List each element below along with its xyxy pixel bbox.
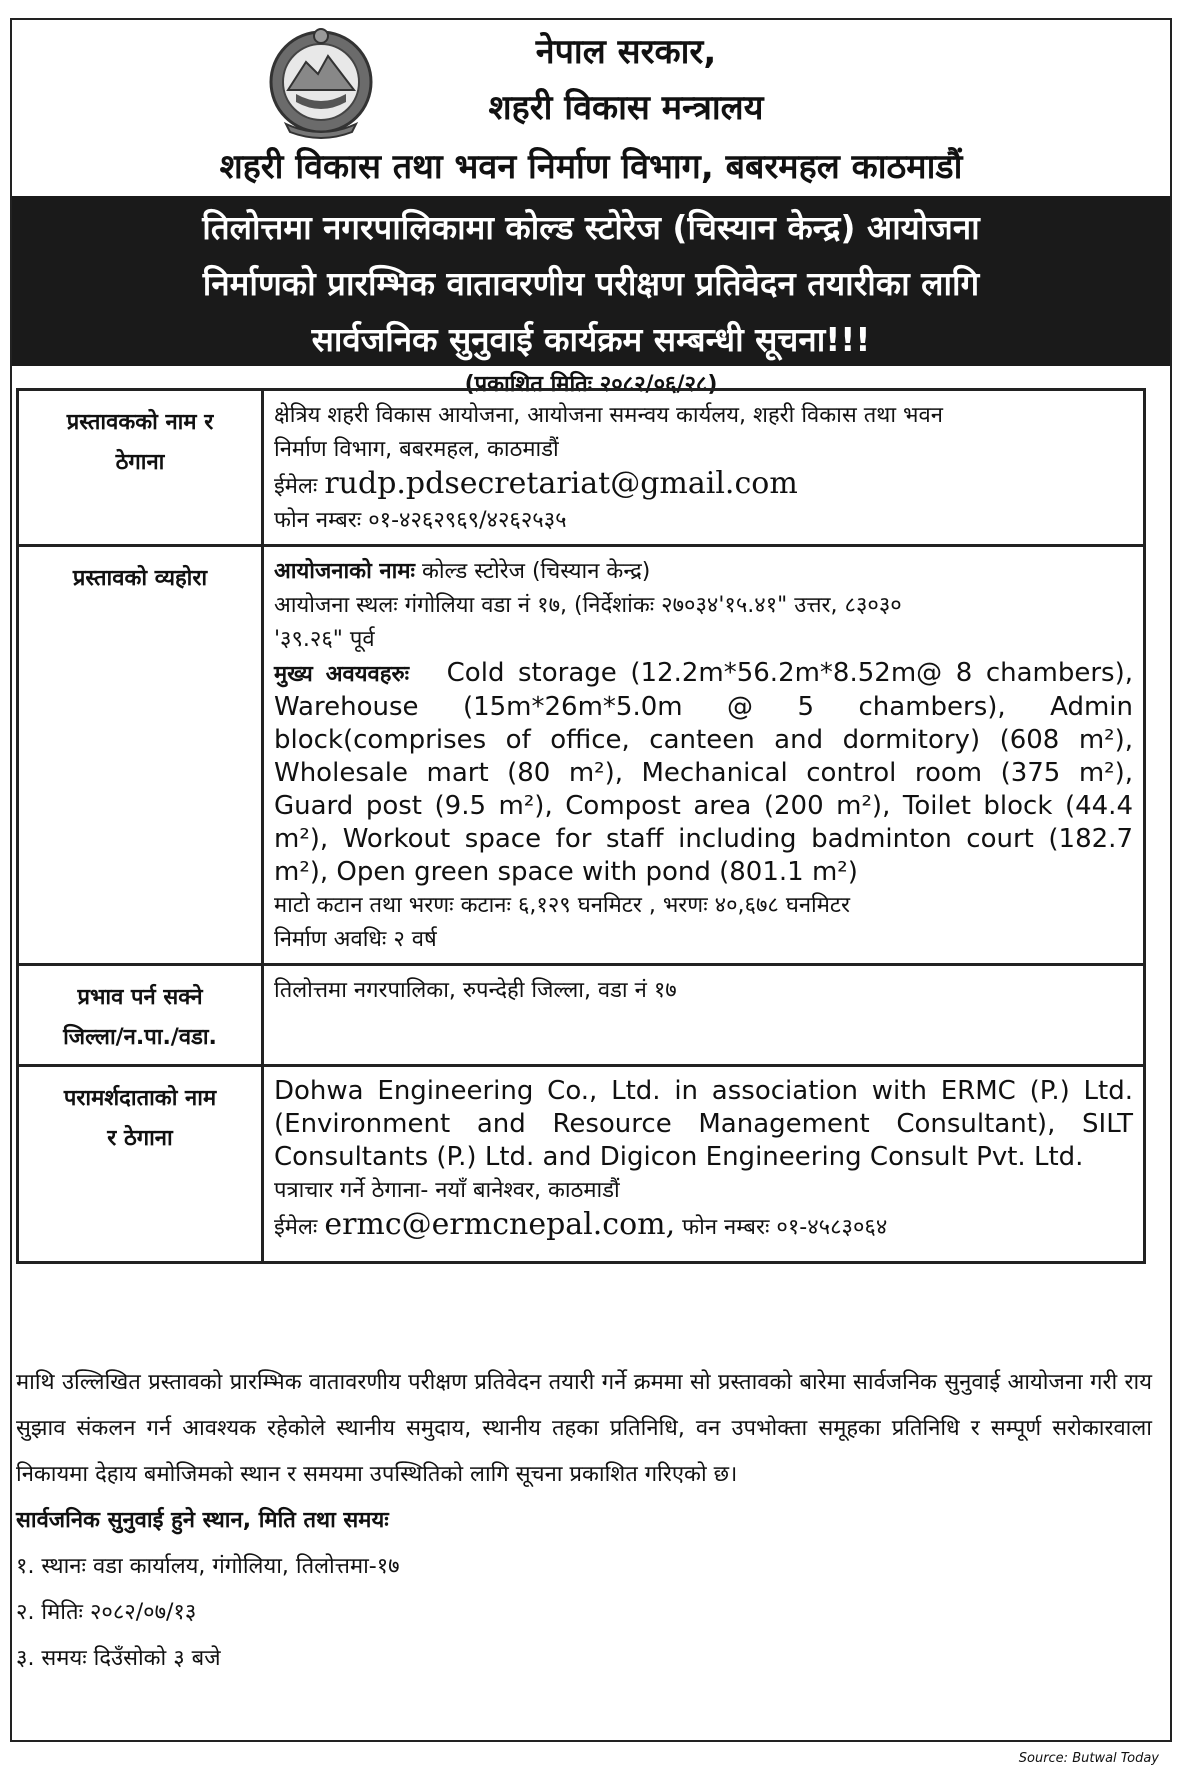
project-name-label: आयोजनाको नामः <box>274 559 415 584</box>
notice-body <box>16 1360 1152 1682</box>
proposal-label: प्रस्तावको व्यहोरा <box>18 546 263 965</box>
consultant-label <box>18 1066 263 1263</box>
hearing-location: १. स्थानः वडा कार्यालय, गंगोलिया, तिलोत्तमा-१७ <box>16 1554 400 1579</box>
consultant-email-label: ईमेलः <box>274 1215 318 1240</box>
consultant-label-line1: परामर्शदाताको नाम <box>63 1086 217 1111</box>
consultant-names: Dohwa Engineering Co., Ltd. in association with ERMC (P.) Ltd. (Environment and Resource Management Consultant), SILT Consultants (P.) Ltd. and Digicon Engineering Consult Pvt. Ltd. <box>274 1076 1133 1172</box>
construction-duration: निर्माण अवधिः २ वर्ष <box>274 927 437 952</box>
proposer-label-line1: प्रस्तावकको नाम र <box>66 410 214 435</box>
notice-header <box>12 20 1170 196</box>
affected-label <box>18 965 263 1066</box>
hearing-date: २. मितिः २०८२/०७/१३ <box>16 1600 197 1625</box>
consultant-address: पत्राचार गर्ने ठेगाना- नयाँ बानेश्वर, काठमाडौं <box>274 1178 620 1203</box>
affected-value: तिलोत्तमा नगरपालिका, रुपन्देही जिल्ला, वडा नं १७ <box>263 965 1145 1066</box>
consultant-label-line2: र ठेगाना <box>107 1126 173 1151</box>
source-credit: Source: Butwal Today <box>1018 1751 1159 1766</box>
proposer-value <box>263 390 1145 546</box>
proposer-phone: फोन नम्बरः ०१-४२६२९६९/४२६२५३५ <box>274 508 567 533</box>
table-row-affected <box>18 965 1145 1066</box>
proposer-line1: क्षेत्रिय शहरी विकास आयोजना, आयोजना समन्वय कार्यलय, शहरी विकास तथा भवन <box>274 403 943 428</box>
table-row-consultant <box>18 1066 1145 1263</box>
banner-line-3: सार्वजनिक सुनुवाई कार्यक्रम सम्बन्धी सूचना!!! <box>311 320 871 359</box>
affected-label-line1: प्रभाव पर्न सक्ने <box>77 985 203 1010</box>
banner-line-1: तिलोत्तमा नगरपालिकामा कोल्ड स्टोरेज (चिस्यान केन्द्र) आयोजना <box>202 208 980 247</box>
proposal-value <box>263 546 1145 965</box>
details-table <box>16 388 1146 1264</box>
affected-label-line2: जिल्ला/न.पा./वडा. <box>63 1025 217 1050</box>
project-name-value: कोल्ड स्टोरेज (चिस्यान केन्द्र) <box>421 559 651 584</box>
project-name-line <box>274 555 1133 589</box>
table-row-proposer <box>18 390 1145 546</box>
consultant-value <box>263 1066 1145 1263</box>
proposer-email[interactable]: rudp.pdsecretariat@gmail.com <box>324 466 798 501</box>
hearing-time: ३. समयः दिउँसोको ३ बजे <box>16 1646 221 1671</box>
components-label: मुख्य अवयवहरुः <box>274 662 410 687</box>
earthwork: माटो कटान तथा भरणः कटानः ६,१२९ घनमिटर , भरणः ४०,६७८ घनमिटर <box>274 893 850 918</box>
published-date: (प्रकाशित मितिः २०८२/०६/२८) <box>464 372 718 397</box>
proposer-line2: निर्माण विभाग, बबरमहल, काठमाडौं <box>274 437 559 462</box>
banner-line-2: निर्माणको प्रारम्भिक वातावरणीय परीक्षण प्रतिवेदन तयारीका लागि <box>202 264 980 303</box>
consultant-phone: फोन नम्बरः ०१-४५८३०६४ <box>682 1215 888 1240</box>
notice-title-banner <box>12 196 1170 366</box>
hearing-heading: सार्वजनिक सुनुवाई हुने स्थान, मिति तथा समयः <box>16 1508 389 1533</box>
proposer-label-line2: ठेगाना <box>115 450 165 475</box>
proposer-label <box>18 390 263 546</box>
header-line-government: नेपाल सरकार, <box>535 32 717 72</box>
header-line-ministry: शहरी विकास मन्त्रालय <box>488 88 764 128</box>
project-site-cont: '३९.२६" पूर्व <box>274 627 375 652</box>
header-line-department: शहरी विकास तथा भवन निर्माण विभाग, बबरमहल काठमाडौं <box>219 147 963 187</box>
body-paragraph: माथि उल्लिखित प्रस्तावको प्रारम्भिक वातावरणीय परीक्षण प्रतिवेदन तयारी गर्ने क्रममा सो प्रस्तावको बारेमा सार्वजनिक सुनुवाई आयोजना गरी राय सुझाव संकलन गर्न आवश्यक रहेकोले स्थानीय समुदाय, स्थानीय तहका प्रतिनिधि, वन उपभोक्ता समूहका प्रतिनिधि र सम्पूर्ण सरोकारवाला निकायमा देहाय बमोजिमको स्थान र समयमा उपस्थितिको लागि सूचना प्रकाशित गरिएको छ। <box>16 1370 1152 1487</box>
proposer-email-line <box>274 467 1133 504</box>
table-row-proposal <box>18 546 1145 965</box>
components-text: Cold storage (12.2m*56.2m*8.52m@ 8 chambers), Warehouse (15m*26m*5.0m @ 5 chambers), Admin block(comprises of office, canteen and dormitory) (608 m²), Wholesale mart (80 m²), Mechanical control room (375 m²), Guard post (9.5 m²), Compost area (200 m²), Toilet block (44.4 m²), Workout space for staff including badminton court (182.7 m²), Open green space with pond (801.1 m²) <box>274 658 1134 887</box>
consultant-contact-line <box>274 1208 1133 1245</box>
consultant-email[interactable]: ermc@ermcnepal.com, <box>324 1207 676 1242</box>
components-block <box>274 657 1133 889</box>
proposer-email-label: ईमेलः <box>274 474 318 499</box>
project-site: आयोजना स्थलः गंगोलिया वडा नं १७, (निर्देशांकः २७०३४'१५.४१" उत्तर, ८३०३० <box>274 593 902 618</box>
